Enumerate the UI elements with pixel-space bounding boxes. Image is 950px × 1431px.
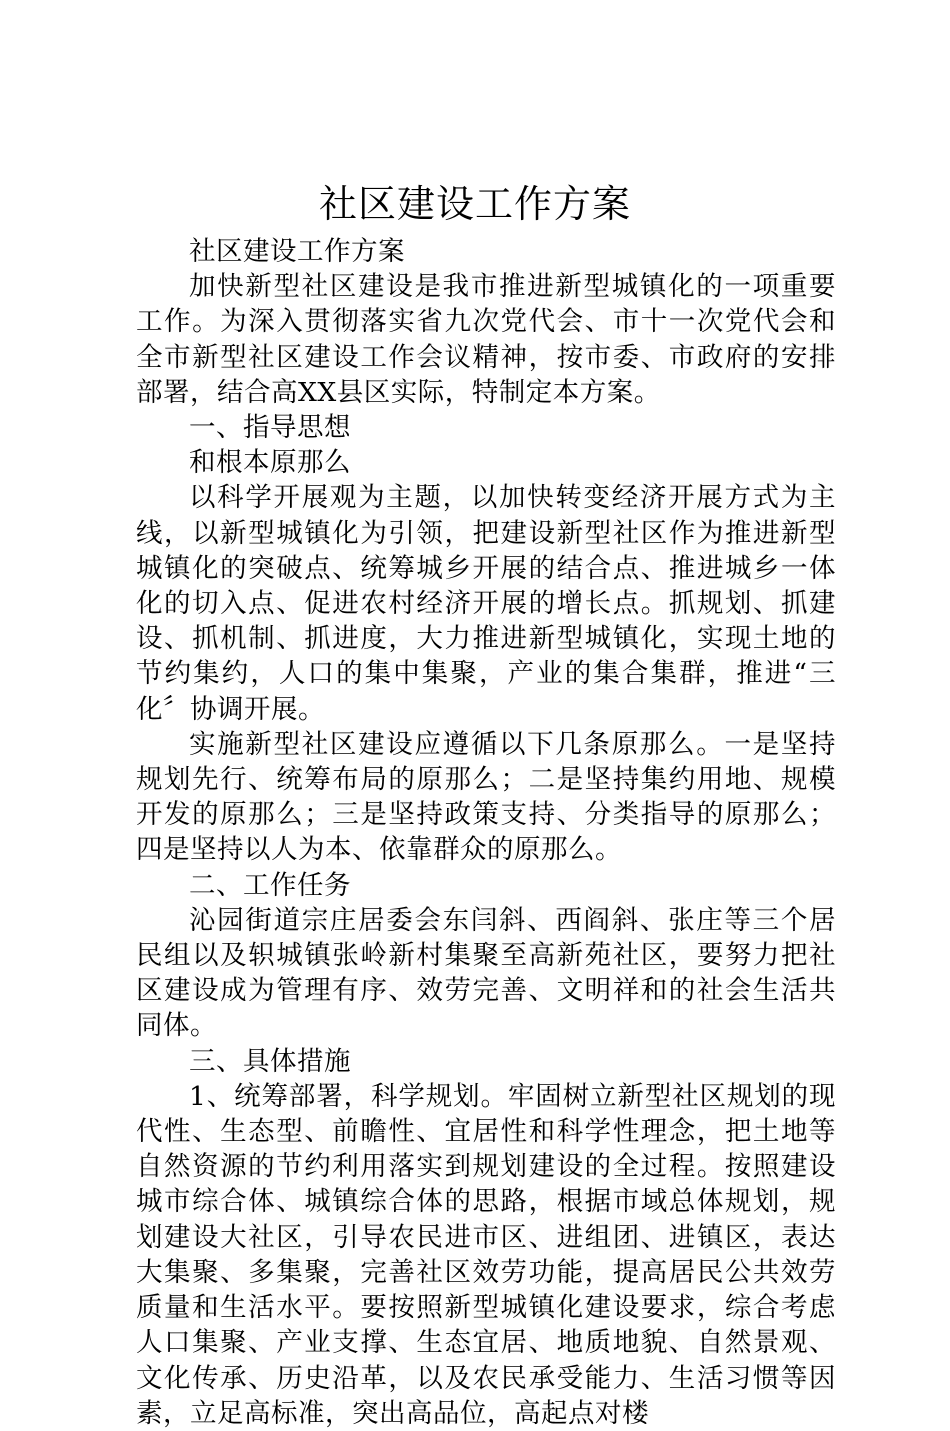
paragraph-principles: 实施新型社区建设应遵循以下几条原那么。一是坚持规划先行、统筹布局的原那么；二是坚持集约用地、规模开发的原那么；三是坚持政策支持、分类指导的原那么；四是坚持以人为本、依靠群众的原那么。 <box>136 728 836 866</box>
section-heading-work-tasks: 二、工作任务 <box>189 869 351 901</box>
paragraph-subtitle: 社区建设工作方案 <box>189 236 405 267</box>
paragraph-guiding-ideology: 以科学开展观为主题，以加快转变经济开展方式为主线，以新型城镇化为引领，把建设新型社区作为推进新型城镇化的突破点、统筹城乡开展的结合点、推进城乡一体化的切入点、促进农村经济开展的增长点。抓规划、抓建设、抓机制、抓进度，大力推进新型城镇化，实现土地的节约集约，人口的集中集聚，产业的集合集群，推进“三化〞协调开展。 <box>136 482 836 725</box>
document-body <box>136 234 836 1431</box>
section-heading-specific-measures: 三、具体措施 <box>189 1045 351 1077</box>
paragraph-intro: 加快新型社区建设是我市推进新型城镇化的一项重要工作。为深入贯彻落实省九次党代会、市十一次党代会和全市新型社区建设工作会议精神，按市委、市政府的安排部署，结合高XX县区实际，特制定本方案。 <box>136 271 836 408</box>
section-heading-basic-principles: 和根本原那么 <box>189 447 351 479</box>
section-heading-guiding-ideology: 一、指导思想 <box>189 412 351 444</box>
paragraph-measure-1: 1、统筹部署，科学规划。牢固树立新型社区规划的现代性、生态型、前瞻性、宜居性和科学性理念，把土地等自然资源的节约利用落实到规划建设的全过程。按照建设城市综合体、城镇综合体的思路，根据市域总体规划，规划建设大社区，引导农民进市区、进组团、进镇区，表达大集聚、多集聚，完善社区效劳功能，提高居民公共效劳质量和生活水平。要按照新型城镇化建设要求，综合考虑人口集聚、产业支撑、生态宜居、地质地貌、自然景观、文化传承、历史沿革，以及农民承受能力、生活习惯等因素，立足高标准，突出高品位，高起点对楼 <box>136 1080 836 1429</box>
document-title: 社区建设工作方案 <box>318 182 631 226</box>
paragraph-work-tasks: 沁园街道宗庄居委会东闫斜、西阎斜、张庄等三个居民组以及轵城镇张岭新村集聚至高新苑社区，要努力把社区建设成为管理有序、效劳完善、文明祥和的社会生活共同体。 <box>136 904 836 1042</box>
